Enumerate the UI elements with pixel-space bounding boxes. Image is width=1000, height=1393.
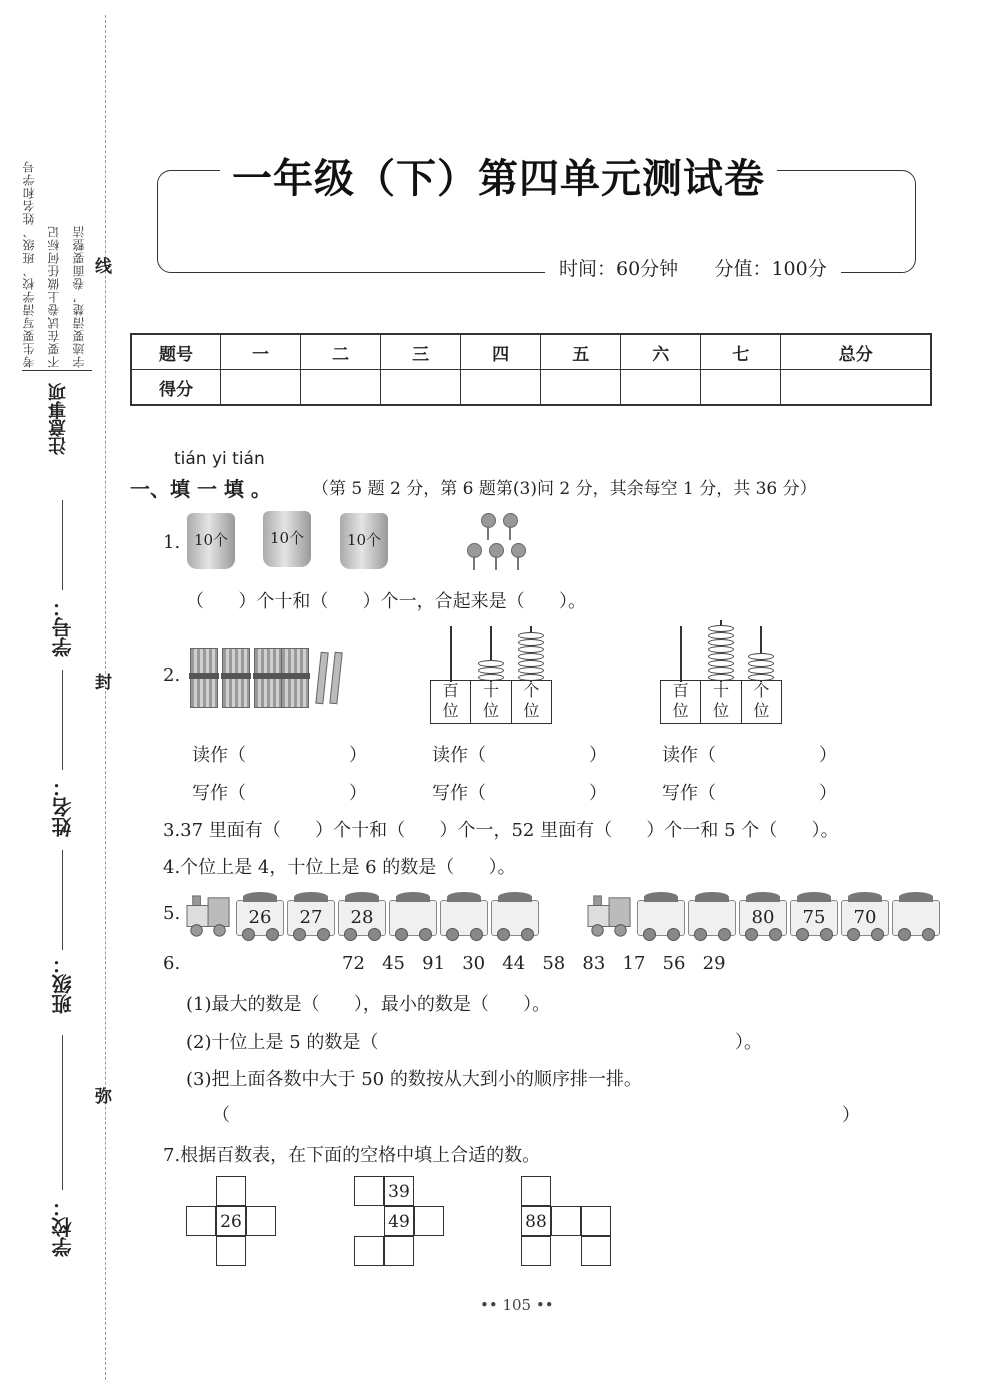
car-number: 28: [350, 907, 374, 928]
q7-text: 7.根据百数表，在下面的空格中填上合适的数。: [163, 1145, 541, 1166]
place-ones: 个 位: [753, 681, 770, 720]
bag-label: 10个: [269, 529, 305, 547]
grid-cell[interactable]: [521, 1236, 551, 1266]
q2-write-1[interactable]: 写作（ ）: [192, 783, 367, 804]
q2-read-1[interactable]: 读作（ ）: [192, 745, 367, 766]
score-cell[interactable]: [381, 370, 461, 406]
grid-cell: 88: [521, 1206, 551, 1236]
seal-close-char: 弥: [95, 1087, 112, 1107]
score-header-cell: 五: [541, 334, 621, 370]
score-cell[interactable]: [701, 370, 781, 406]
notes-line-3: 字迹要清楚，卷面要整洁: [72, 225, 86, 368]
score-table-header-row: [131, 334, 931, 370]
student-id-label[interactable]: 学号：: [51, 597, 75, 657]
car-number: 75: [802, 907, 826, 928]
time-limit: 时间：60分钟: [559, 258, 679, 280]
binding-line: [105, 15, 106, 1380]
q2-read-2[interactable]: 读作（ ）: [432, 745, 607, 766]
notes-title: 注意事项: [48, 383, 69, 455]
place-tens: 十 位: [701, 681, 741, 723]
school-label[interactable]: 学校：: [51, 1197, 75, 1257]
score-cell[interactable]: [301, 370, 381, 406]
car-number: 27: [299, 907, 323, 928]
page-number: •• 105 ••: [480, 1296, 554, 1314]
class-line: [62, 850, 63, 950]
score-table: [130, 333, 932, 406]
q6-part1[interactable]: (1)最大的数是（ ），最小的数是（ ）。: [186, 994, 551, 1015]
score-header-cell: 四: [461, 334, 541, 370]
score-header-cell: 三: [381, 334, 461, 370]
q6-number: 6.: [163, 953, 181, 974]
bag-label: 10个: [346, 531, 382, 549]
q6-part3-open[interactable]: （: [212, 1105, 230, 1126]
bag-label: 10个: [193, 531, 229, 549]
place-tens: 十 位: [471, 681, 511, 723]
grid-cell[interactable]: [551, 1206, 581, 1236]
candy-bag-image: [340, 513, 388, 569]
q6-part2-end: ）。: [735, 1032, 762, 1053]
q6-part2[interactable]: (2)十位上是 5 的数是（: [186, 1032, 379, 1053]
car-number: 80: [751, 907, 775, 928]
seal-line-char: 线: [95, 257, 112, 277]
score-cell[interactable]: [621, 370, 701, 406]
q6-part3-close: ）: [842, 1105, 860, 1126]
candy-bag-image: [187, 513, 235, 569]
grid-cell[interactable]: [216, 1236, 246, 1266]
q2-read-3[interactable]: 读作（ ）: [662, 745, 837, 766]
name-label[interactable]: 姓名：: [51, 777, 75, 837]
student-id-line: [62, 500, 63, 590]
grid-cell[interactable]: [216, 1176, 246, 1206]
score-header-cell: 一: [221, 334, 301, 370]
class-label[interactable]: 班级：: [51, 954, 75, 1014]
name-line: [62, 670, 63, 770]
score-row-label: 得分: [131, 370, 221, 406]
place-hundreds: 百 位: [661, 681, 701, 723]
notes-divider: [22, 370, 92, 371]
q6-numbers: 72 45 91 30 44 58 83 17 56 29: [342, 953, 726, 974]
page-title: 一年级（下）第四单元测试卷: [220, 147, 777, 204]
q6-part3: (3)把上面各数中大于 50 的数按从大到小的顺序排一排。: [186, 1069, 642, 1090]
grid-cell: 26: [216, 1206, 246, 1236]
place-hundreds: 百 位: [431, 681, 471, 723]
grid-cell[interactable]: [521, 1176, 551, 1206]
grid-cell[interactable]: [354, 1236, 384, 1266]
section-points: （第 5 题 2 分，第 6 题第(3)问 2 分，其余每空 1 分，共 36 分）: [312, 479, 817, 499]
train-engine-icon: [184, 894, 234, 938]
score-header-cell: 六: [621, 334, 701, 370]
grid-cell[interactable]: [414, 1206, 444, 1236]
grid-cell: 49: [384, 1206, 414, 1236]
notes-line-2: 不要在试卷上做任何标记: [47, 225, 61, 368]
notes-line-1: 考生要写清学校、班级、姓名和学号: [22, 160, 36, 368]
q3-text[interactable]: 3.37 里面有（ ）个十和（ ）个一，52 里面有（ ）个一和 5 个（ ）。: [163, 820, 839, 841]
grid-cell: 39: [384, 1176, 414, 1206]
seal-seal-char: 封: [95, 673, 112, 693]
candy-bag-image: [263, 511, 311, 567]
q2-write-3[interactable]: 写作（ ）: [662, 783, 837, 804]
exam-info: [545, 254, 841, 281]
score-cell[interactable]: [541, 370, 621, 406]
q2-number: 2.: [163, 665, 181, 686]
section-title: 一、填 一 填 。: [130, 477, 271, 501]
school-line: [62, 1035, 63, 1190]
score-cell[interactable]: [781, 370, 931, 406]
grid-cell[interactable]: [186, 1206, 216, 1236]
score-table-score-row: [131, 370, 931, 406]
score-header-cell: 二: [301, 334, 381, 370]
q2-write-2[interactable]: 写作（ ）: [432, 783, 607, 804]
section-pinyin: tián yi tián: [174, 449, 265, 469]
q4-text[interactable]: 4.个位上是 4，十位上是 6 的数是（ ）。: [163, 857, 516, 878]
score-cell[interactable]: [461, 370, 541, 406]
grid-cell[interactable]: [581, 1206, 611, 1236]
score-cell[interactable]: [221, 370, 301, 406]
grid-cell[interactable]: [384, 1236, 414, 1266]
q5-number: 5.: [163, 903, 181, 924]
grid-cell[interactable]: [354, 1176, 384, 1206]
page-number-value: 105: [502, 1296, 532, 1314]
score-header-cell: 七: [701, 334, 781, 370]
car-number: 70: [853, 907, 877, 928]
total-score: 分值：100分: [714, 258, 827, 280]
score-header-cell: 题号: [131, 334, 221, 370]
grid-cell[interactable]: [246, 1206, 276, 1236]
q1-number: 1.: [163, 532, 181, 553]
score-header-cell: 总分: [781, 334, 931, 370]
q1-blanks[interactable]: （ ）个十和（ ）个一，合起来是（ ）。: [186, 591, 586, 612]
place-ones: 个 位: [523, 681, 540, 720]
train-engine-icon: [585, 894, 635, 938]
car-number: 26: [248, 907, 272, 928]
grid-cell[interactable]: [581, 1236, 611, 1266]
